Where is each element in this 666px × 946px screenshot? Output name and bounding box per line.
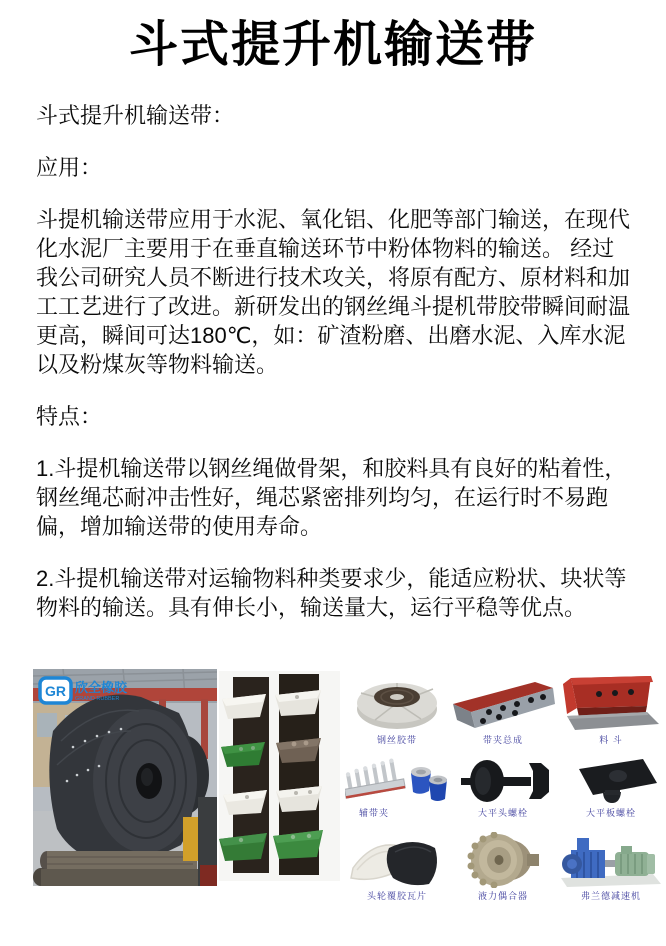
belt-clamp-assembly-image — [449, 676, 557, 732]
product-belt-clip — [345, 757, 449, 819]
logo-name-cn: 欣全橡胶 — [75, 680, 128, 695]
product-label: 料 斗 — [599, 735, 623, 745]
product-hopper — [557, 670, 665, 746]
logo-abbr: GR — [45, 683, 66, 699]
logo-name-en: GRAND RUBBER — [75, 696, 120, 702]
features-heading: 特点： — [36, 404, 103, 429]
product-belt-clamp-assembly — [449, 670, 557, 746]
product-label: 大平板螺栓 — [585, 808, 636, 818]
product-fluid-coupling — [449, 830, 557, 902]
article-body — [36, 101, 630, 622]
feature-item-2: 2.斗提机输送带对运输物料种类要求少，能适应粉状、块状等物料的输送。具有伸长小，输送量大，运行平稳等优点。 — [36, 566, 627, 620]
product-pulley-lagging-tiles — [345, 830, 449, 902]
product-label: 钢丝胶带 — [376, 735, 417, 745]
product-label: 头轮覆胶瓦片 — [366, 891, 427, 901]
product-label: 大平头螺栓 — [477, 808, 528, 818]
buckets-illustration — [219, 671, 340, 881]
steel-wire-belt-image — [349, 676, 445, 732]
intro-heading: 斗式提升机输送带： — [36, 103, 235, 128]
belt-clip-image — [345, 757, 449, 805]
product-flender-reducer — [557, 830, 665, 902]
elevator-buckets-photo — [219, 671, 340, 881]
product-flat-plate-bolt — [557, 757, 665, 819]
product-steel-wire-belt — [345, 670, 449, 746]
product-label: 带夹总成 — [482, 735, 523, 745]
product-label: 辅带夹 — [359, 808, 390, 818]
flender-reducer-image — [557, 836, 665, 888]
product-flat-head-bolt — [449, 757, 557, 819]
page-title: 斗式提升机输送带 — [128, 18, 537, 72]
hopper-image — [561, 674, 661, 732]
application-paragraph: 斗提机输送带应用于水泥、氧化铝、化肥等部门输送，在现代化水泥厂主要用于在垂直输送环节中粉体物料的输送。 经过我公司研究人员不断进行技术攻关，将原有配方、原材料和加工工艺进行了改进。新研发出的钢丝绳斗提机带胶带瞬间耐温更高，瞬间可达180℃，如：矿渣粉磨、出磨水泥、入库水泥以及粉煤灰等物料输送。 — [36, 207, 631, 377]
product-gallery — [0, 666, 666, 901]
product-grid — [345, 670, 663, 902]
pulley-lagging-tiles-image — [345, 836, 449, 888]
brand-logo — [40, 678, 128, 703]
product-label: 液力偶合器 — [477, 891, 528, 901]
fluid-coupling-image — [453, 832, 553, 888]
product-label: 弗兰德减速机 — [580, 891, 641, 901]
flat-head-bolt-image — [453, 757, 553, 805]
factory-belt-roll-photo — [33, 669, 217, 886]
factory-photo-illustration — [33, 669, 217, 886]
application-heading: 应用： — [36, 155, 103, 180]
flat-plate-bolt-image — [561, 757, 661, 805]
feature-item-1: 1.斗提机输送带以钢丝绳做骨架，和胶料具有良好的粘着性，钢丝绳芯耐冲击性好，绳芯紧密排列均匀，在运行时不易跑偏，增加输送带的使用寿命。 — [36, 456, 627, 539]
